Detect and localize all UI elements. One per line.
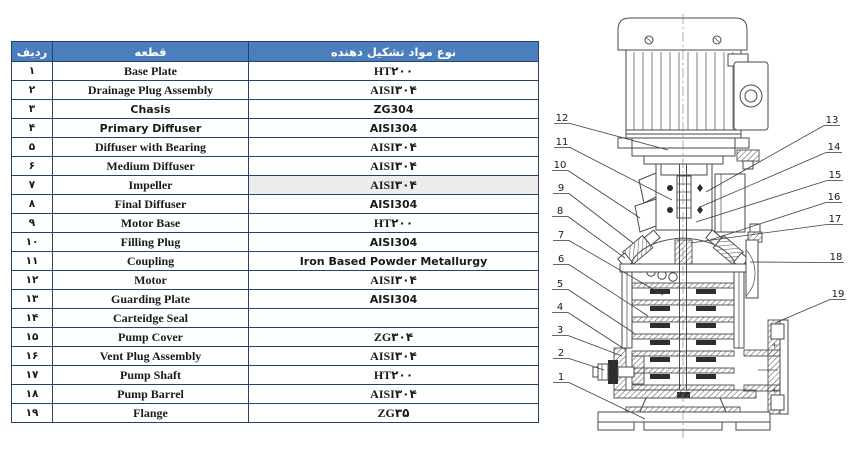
material-cell: HT۲۰۰	[249, 366, 539, 385]
material-cell: AISI304	[249, 290, 539, 309]
motor-fan-cover	[618, 18, 747, 50]
svg-text:11: 11	[555, 137, 569, 148]
table-row	[12, 62, 539, 81]
material-cell: AISI۳۰۴	[249, 138, 539, 157]
motor-terminal-box	[728, 54, 768, 130]
part-name-cell: Motor Base	[53, 214, 249, 233]
svg-text:9: 9	[557, 183, 565, 194]
table-row	[12, 271, 539, 290]
motor-stool-coupling	[635, 164, 745, 232]
row-number-cell: ۱۴	[12, 309, 53, 328]
material-cell: HT۲۰۰	[249, 214, 539, 233]
svg-text:13: 13	[825, 115, 839, 126]
table-row	[12, 176, 539, 195]
row-number-cell: ۹	[12, 214, 53, 233]
table-row	[12, 157, 539, 176]
part-name-cell: Vent Plug Assembly	[53, 347, 249, 366]
row-number-cell: ۷	[12, 176, 53, 195]
material-cell: AISI۳۰۴	[249, 157, 539, 176]
svg-text:2: 2	[557, 348, 565, 359]
part-name-cell: Medium Diffuser	[53, 157, 249, 176]
row-number-cell: ۸	[12, 195, 53, 214]
row-number-cell: ۴	[12, 119, 53, 138]
part-name-cell: Chasis	[53, 100, 249, 119]
material-cell: AISI304	[249, 195, 539, 214]
table-row	[12, 119, 539, 138]
part-name-cell: Filling Plug	[53, 233, 249, 252]
material-cell: AISI۳۰۴	[249, 347, 539, 366]
table-row	[12, 385, 539, 404]
svg-text:1: 1	[557, 372, 565, 383]
svg-text:15: 15	[828, 170, 842, 181]
table-row	[12, 404, 539, 423]
material-cell: ZG۳۰۴	[249, 328, 539, 347]
part-name-cell: Pump Shaft	[53, 366, 249, 385]
table-row	[12, 214, 539, 233]
part-name-cell: Drainage Plug Assembly	[53, 81, 249, 100]
svg-text:16: 16	[827, 192, 841, 203]
part-name-cell: Primary Diffuser	[53, 119, 249, 138]
table-row	[12, 252, 539, 271]
callout-10	[552, 160, 640, 218]
part-name-cell: Coupling	[53, 252, 249, 271]
svg-text:6: 6	[557, 254, 565, 265]
table-row	[12, 195, 539, 214]
table-row	[12, 290, 539, 309]
base-plate	[598, 407, 770, 430]
table-header-row	[12, 42, 539, 62]
material-cell: AISI304	[249, 119, 539, 138]
row-number-cell: ۱۳	[12, 290, 53, 309]
material-cell: AISI۳۰۴	[249, 271, 539, 290]
svg-text:7: 7	[557, 230, 565, 241]
parts-table	[11, 41, 539, 423]
row-number-cell: ۱۸	[12, 385, 53, 404]
part-name-cell: Final Diffuser	[53, 195, 249, 214]
row-number-cell: ۱۵	[12, 328, 53, 347]
material-cell: AISI۳۰۴	[249, 176, 539, 195]
drain-plug	[593, 360, 634, 384]
row-number-cell: ۱۷	[12, 366, 53, 385]
table-row	[12, 347, 539, 366]
row-number-cell: ۶	[12, 157, 53, 176]
row-number-cell: ۲	[12, 81, 53, 100]
svg-text:3: 3	[556, 325, 564, 336]
material-cell: AISI304	[249, 233, 539, 252]
part-name-cell: Diffuser with Bearing	[53, 138, 249, 157]
svg-text:14: 14	[827, 142, 841, 153]
table-row	[12, 233, 539, 252]
part-name-cell: Pump Barrel	[53, 385, 249, 404]
vent-plug-left	[616, 228, 662, 270]
pipe-flange	[768, 320, 788, 414]
material-cell	[249, 309, 539, 328]
table-row	[12, 328, 539, 347]
row-number-cell: ۳	[12, 100, 53, 119]
table-row	[12, 138, 539, 157]
svg-text:5: 5	[556, 279, 564, 290]
material-cell: ZG304	[249, 100, 539, 119]
row-number-cell: ۱	[12, 62, 53, 81]
callout-19	[775, 289, 846, 323]
header-material: نوع مواد تشکیل دهنده	[249, 42, 539, 62]
svg-text:18: 18	[829, 252, 843, 263]
material-cell: ZG۳۵	[249, 404, 539, 423]
part-name-cell: Guarding Plate	[53, 290, 249, 309]
material-cell: HT۲۰۰	[249, 62, 539, 81]
material-cell: AISI۳۰۴	[249, 81, 539, 100]
part-name-cell: Impeller	[53, 176, 249, 195]
row-number-cell: ۱۹	[12, 404, 53, 423]
part-name-cell: Motor	[53, 271, 249, 290]
row-number-cell: ۵	[12, 138, 53, 157]
callout-18	[750, 252, 844, 263]
svg-text:4: 4	[556, 302, 564, 313]
row-number-cell: ۱۰	[12, 233, 53, 252]
header-row-number: ردیف	[12, 42, 53, 62]
part-name-cell: Flange	[53, 404, 249, 423]
part-name-cell: Carteidge Seal	[53, 309, 249, 328]
part-name-cell: Base Plate	[53, 62, 249, 81]
table-row	[12, 366, 539, 385]
callout-9	[553, 183, 633, 243]
part-name-cell: Pump Cover	[53, 328, 249, 347]
vent-plug-right	[704, 228, 750, 270]
svg-text:12: 12	[555, 113, 569, 124]
material-cell: Iron Based Powder Metallurgy	[249, 252, 539, 271]
row-number-cell: ۱۱	[12, 252, 53, 271]
table-row	[12, 100, 539, 119]
svg-text:17: 17	[828, 214, 842, 225]
svg-text:19: 19	[831, 289, 845, 300]
table-row	[12, 309, 539, 328]
row-number-cell: ۱۲	[12, 271, 53, 290]
pump-cross-section-diagram	[540, 0, 850, 450]
table-row	[12, 81, 539, 100]
svg-text:10: 10	[553, 160, 567, 171]
material-cell: AISI۳۰۴	[249, 385, 539, 404]
row-number-cell: ۱۶	[12, 347, 53, 366]
svg-text:8: 8	[556, 206, 564, 217]
header-part: قطعه	[53, 42, 249, 62]
stage-stack	[632, 283, 734, 390]
